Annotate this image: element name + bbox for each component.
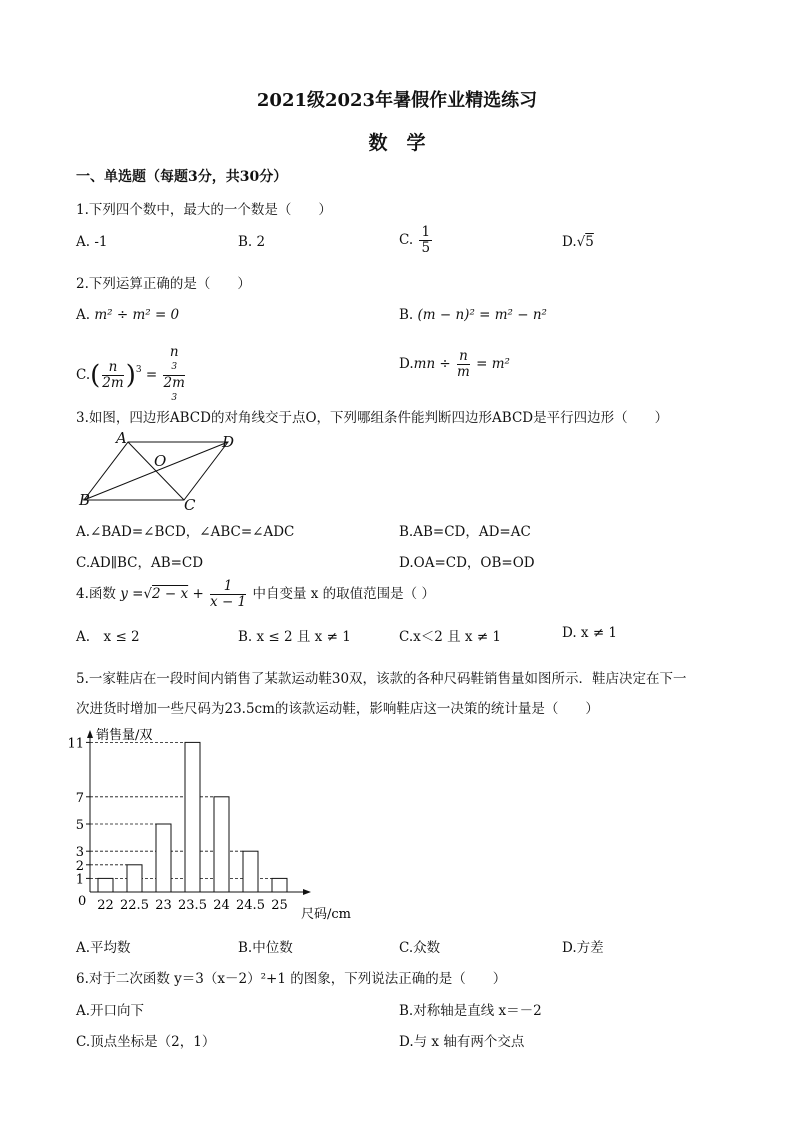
question-4-stem: 4.函数 y =√2 − x + $\frac{1}{x - 1}$ 中自变量 x 的取值范围是（ ）	[76, 578, 435, 610]
bar	[214, 797, 229, 892]
y-tick-label: 2	[75, 858, 84, 874]
q6-option-c: C.顶点坐标是（2，1）	[76, 1034, 216, 1050]
q3-option-a: A.∠BAD=∠BCD，∠ABC=∠ADC	[76, 524, 295, 540]
label-c: C	[184, 496, 196, 514]
question-1-stem: 1.下列四个数中，最大的一个数是（ ）	[76, 202, 332, 218]
sqrt-icon: √	[576, 234, 586, 250]
q3-option-b: B.AB=CD，AD=AC	[399, 524, 531, 540]
parallelogram-figure	[76, 428, 251, 512]
q3-option-c: C.AD∥BC，AB=CD	[76, 555, 204, 571]
page-title: 2021级2023年暑假作业精选练习	[256, 90, 538, 111]
x-tick-label: 22.5	[120, 898, 149, 913]
bar	[98, 878, 113, 892]
q6-option-a: A.开口向下	[76, 1003, 145, 1019]
q5-option-a: A.平均数	[76, 940, 131, 956]
question-5-stem-line1: 5.一家鞋店在一段时间内销售了某款运动鞋30双，该款的各种尺码鞋销售量如图所示．鞋店决定在下一	[76, 671, 687, 687]
q6-option-d: D.与 x 轴有两个交点	[399, 1034, 525, 1050]
section-heading: 一、单选题（每题3分，共30分）	[76, 169, 288, 185]
q1-c-fraction: $\frac{1}{5}$	[421, 224, 431, 256]
q1-option-a: A. -1	[76, 234, 108, 250]
x-tick-label: 25	[271, 898, 288, 913]
question-3-stem: 3.如图，四边形ABCD的对角线交于点O，下列哪组条件能判断四边形ABCD是平行四边形（ ）	[76, 410, 669, 426]
x-tick-label: 24	[213, 898, 230, 913]
q2-option-c: C.( $\frac{n}{2m}$ )$^3$ = n 3 2m 3	[76, 344, 185, 403]
q5-option-b: B.中位数	[238, 940, 293, 956]
y-tick-label: 11	[67, 736, 84, 752]
q1-option-d: D.√5	[562, 234, 594, 250]
x-tick-label: 23.5	[178, 898, 207, 913]
label-b: B	[79, 491, 91, 509]
q1-option-b: B. 2	[238, 234, 266, 250]
q5-option-d: D.方差	[562, 940, 604, 956]
q1-option-c: C. $\frac{1}{5}$	[399, 224, 431, 256]
q5-option-c: C.众数	[399, 940, 441, 956]
q2-option-d: D.mn ÷ $\frac{n}{m}$ = m²	[399, 348, 510, 380]
q4-option-b: B. x ≤ 2 且 x ≠ 1	[238, 629, 351, 645]
q3-option-d: D.OA=CD，OB=OD	[399, 555, 535, 571]
question-5-stem-line2: 次进货时增加一些尺码为23.5cm的该款运动鞋，影响鞋店这一决策的统计量是（ ）	[76, 701, 599, 717]
q4-option-d: D. x ≠ 1	[562, 625, 618, 641]
q6-option-b: B.对称轴是直线 x＝－2	[399, 1003, 542, 1019]
question-2-stem: 2.下列运算正确的是（ ）	[76, 276, 251, 292]
x-axis-arrow-icon	[303, 889, 311, 895]
q4-option-a: A. x ≤ 2	[76, 629, 140, 645]
label-a: A	[116, 429, 127, 447]
x-tick-label: 24.5	[236, 898, 265, 913]
bar	[272, 878, 287, 892]
x-tick-label: 22	[97, 898, 114, 913]
label-d: D	[222, 433, 235, 451]
bar-chart	[67, 722, 370, 928]
bar	[156, 824, 171, 892]
q2-option-a: A. m² ÷ m² = 0	[76, 307, 180, 323]
y-tick-label: 1	[75, 872, 84, 888]
x-axis-title: 尺码/cm	[301, 907, 351, 922]
subject-title: 数 学	[368, 132, 426, 154]
q2-option-b: B. (m − n)² = m² − n²	[399, 307, 547, 323]
y-tick-label: 7	[75, 790, 84, 806]
bar	[185, 742, 200, 892]
label-o: O	[154, 452, 167, 470]
y-axis-title: 销售量/双	[96, 728, 153, 743]
y-tick-label: 3	[75, 845, 84, 861]
x-tick-label: 23	[155, 898, 172, 913]
y-axis-arrow-icon	[87, 730, 93, 738]
origin-label: 0	[78, 894, 87, 909]
sqrt-icon: √	[143, 586, 153, 602]
bar	[243, 851, 258, 892]
bar	[127, 865, 142, 892]
y-tick-label: 5	[75, 818, 84, 833]
question-6-stem: 6.对于二次函数 y＝3（x－2）²+1 的图象，下列说法正确的是（ ）	[76, 971, 507, 987]
q4-option-c: C.x＜2 且 x ≠ 1	[399, 629, 502, 645]
